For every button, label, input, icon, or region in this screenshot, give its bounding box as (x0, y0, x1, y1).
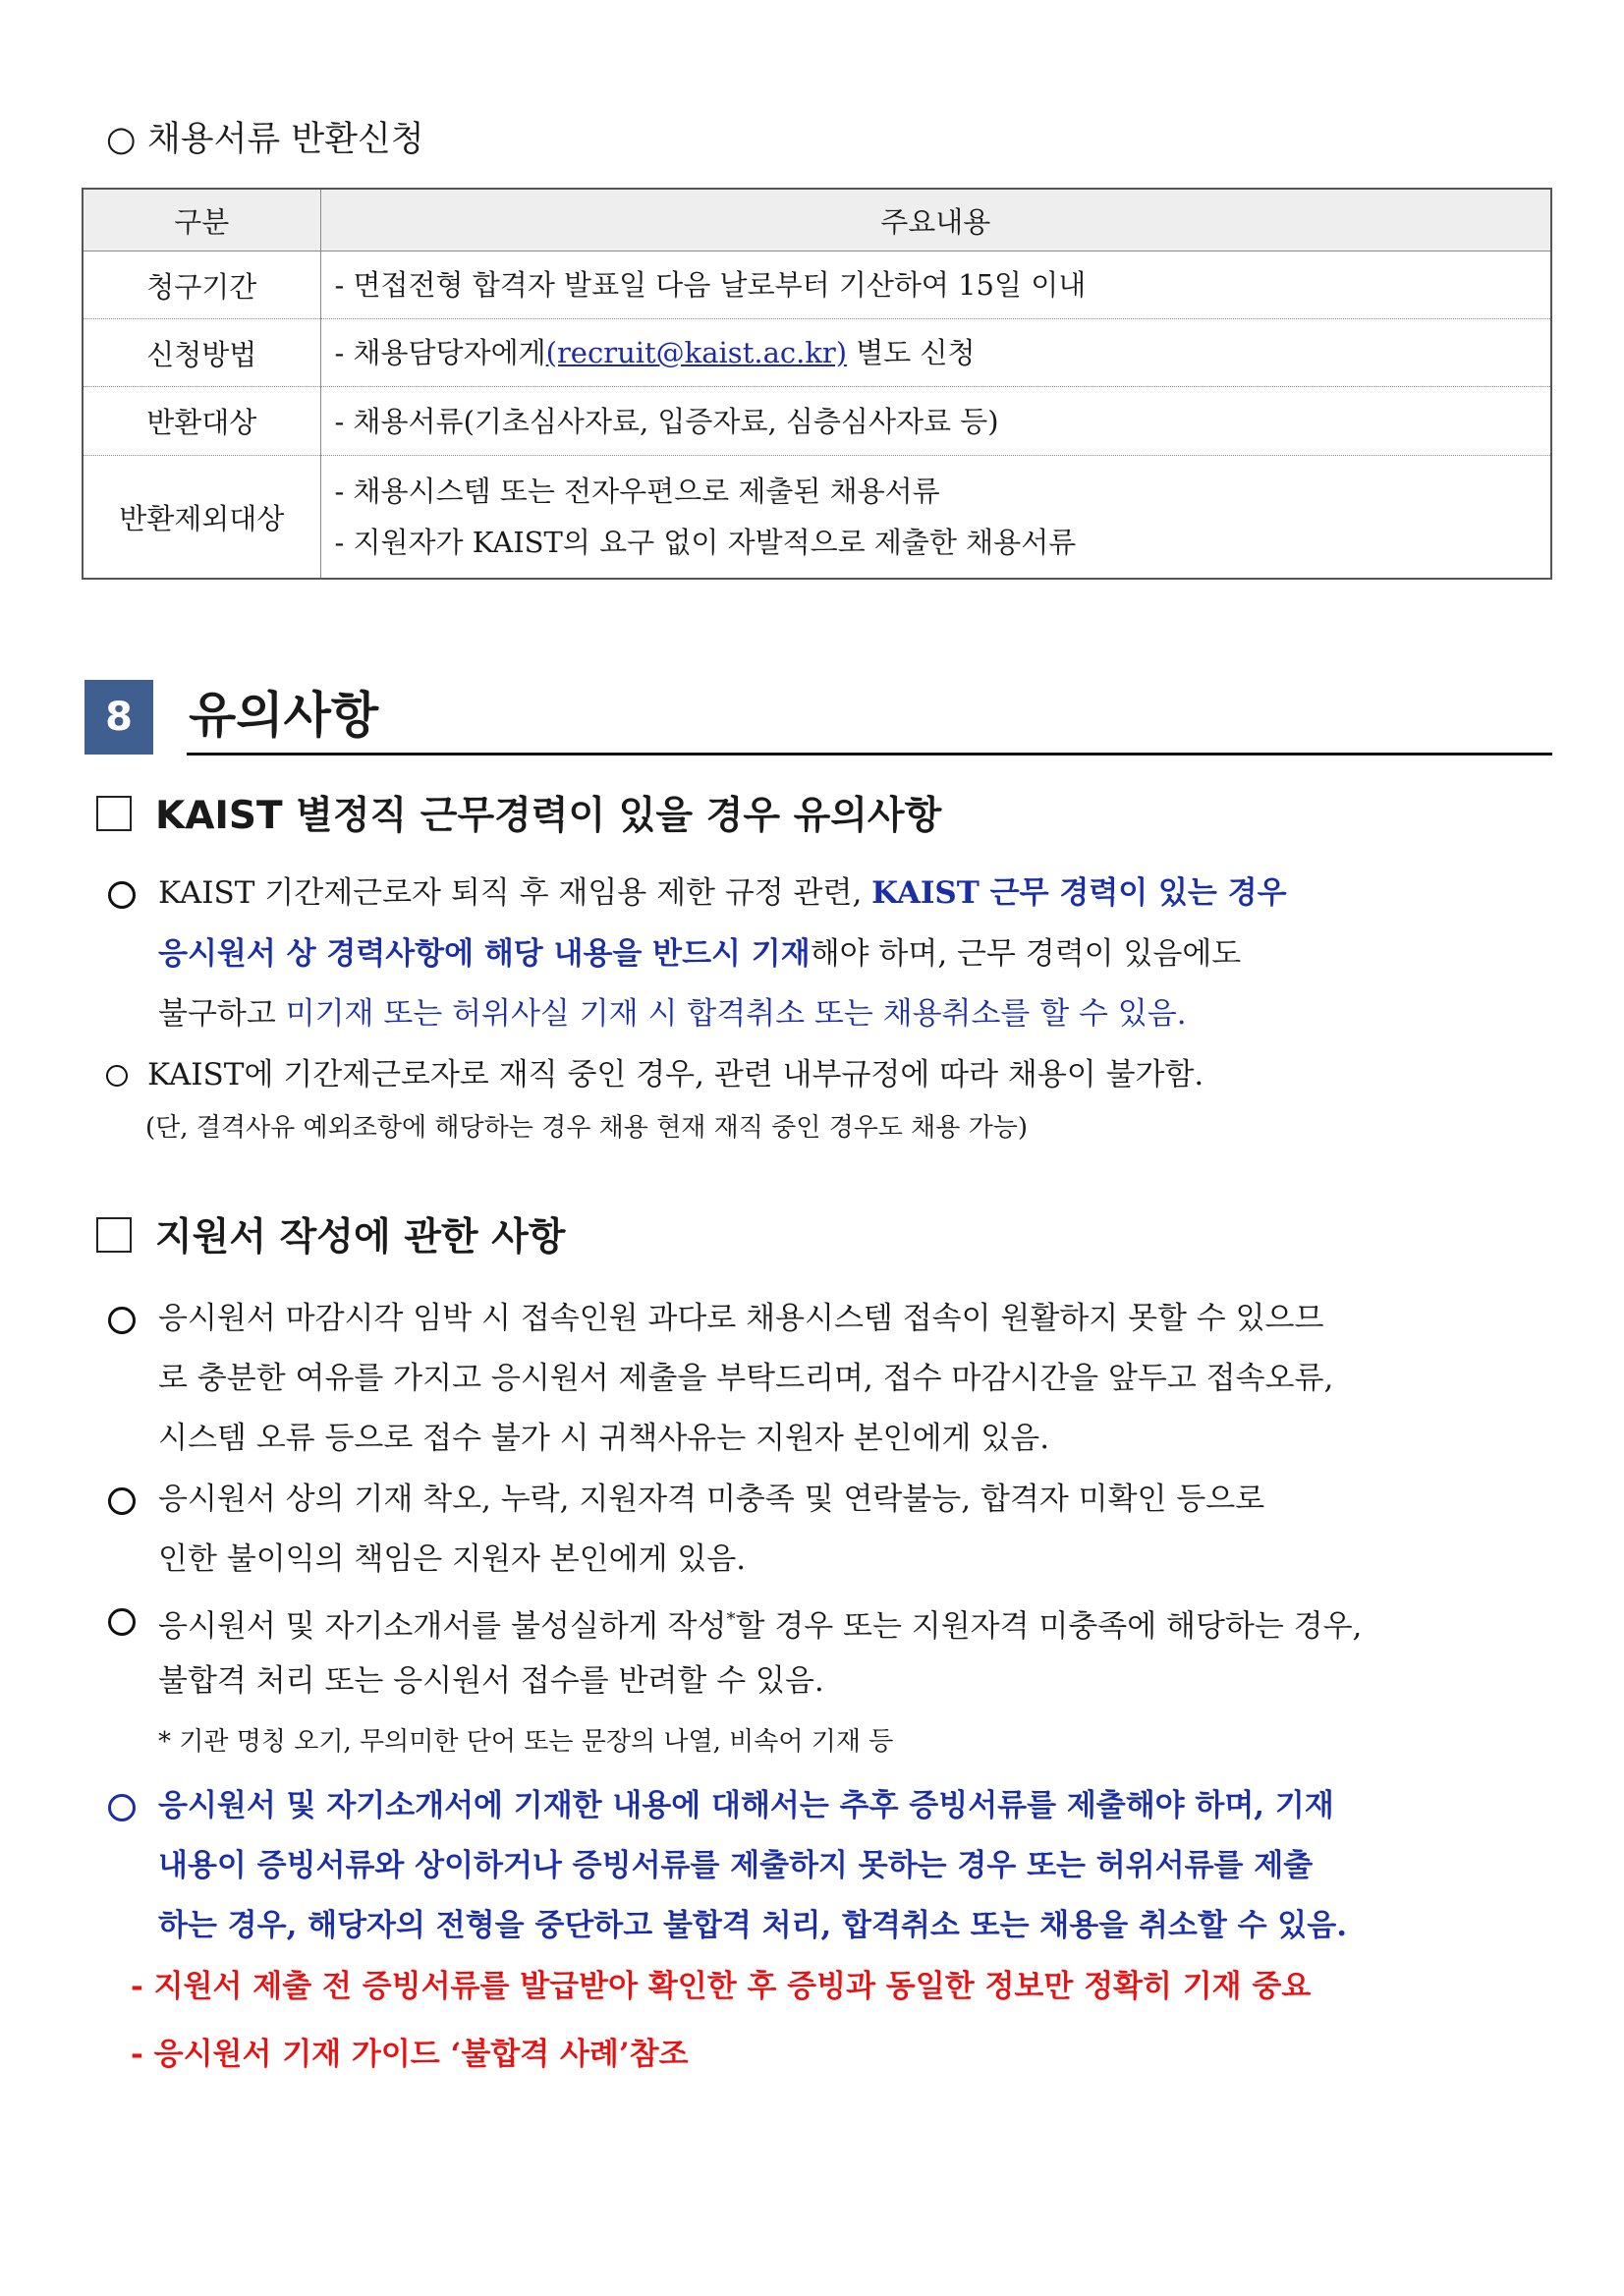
subsection-heading-text: KAIST 별정직 근무경력이 있을 경우 유의사항 (155, 794, 942, 838)
blue-circle-bullet-icon (108, 1794, 136, 1821)
row-content-line: - 채용시스템 또는 전자우편으로 제출된 채용서류 (334, 475, 940, 508)
paragraph-line (158, 863, 1287, 924)
paragraph-line: KAIST에 기간제근로자로 재직 중인 경우, 관련 내부규정에 따라 채용이 불가함. (147, 1057, 1204, 1092)
row-content: - 채용서류(기초심사자료, 입증자료, 심층심사자료 등) (320, 387, 1551, 456)
table-row (83, 387, 1551, 456)
small-circle-bullet-icon (106, 1065, 128, 1087)
text-span: 불구하고 (158, 996, 286, 1032)
header-category: 구분 (83, 189, 320, 252)
paragraph-line (158, 1590, 1362, 1656)
emphasis-line: 하는 경우, 해당자의 전형을 중단하고 불합격 처리, 합격취소 또는 채용을 취소할 수 있음. (158, 1908, 1347, 1943)
checkbox-square-icon (96, 1217, 132, 1253)
table-row (83, 456, 1551, 580)
circle-bullet-icon (108, 1307, 136, 1334)
row-content-line: - 지원자가 KAIST의 요구 없이 자발적으로 제출한 채용서류 (334, 526, 1077, 559)
text-span: KAIST 기간제근로자 퇴직 후 재임용 제한 규정 관련, (158, 875, 872, 911)
table-row (83, 252, 1551, 319)
paragraph-line (158, 983, 1187, 1044)
section-title-rule (187, 753, 1552, 756)
header-content: 주요내용 (320, 189, 1551, 252)
text-span: 응시원서 및 자기소개서를 불성실하게 작성 (158, 1608, 727, 1645)
emphasis-text: 미기재 또는 허위사실 기재 시 합격취소 또는 채용취소를 할 수 있음. (285, 996, 1187, 1032)
footnote-marker: * (726, 1609, 736, 1630)
emphasis-line: 응시원서 및 자기소개서에 기재한 내용에 대해서는 추후 증빙서류를 제출해야 하며, 기재 (158, 1788, 1334, 1823)
paragraph-line: 불합격 처리 또는 응시원서 접수를 반려할 수 있음. (158, 1663, 824, 1699)
circle-bullet-icon (108, 881, 136, 909)
warning-line: - 응시원서 기재 가이드 ‘불합격 사례’참조 (131, 2037, 689, 2072)
return-request-table (82, 188, 1552, 580)
return-request-heading (106, 116, 424, 163)
subsection-heading (96, 1210, 565, 1265)
row-label: 반환대상 (83, 387, 320, 456)
paragraph-line: 로 충분한 여유를 가지고 응시원서 제출을 부탁드리며, 접수 마감시간을 앞두고 접속오류, (158, 1361, 1334, 1396)
table-row (83, 319, 1551, 387)
row-content (320, 319, 1551, 387)
recruit-email-link[interactable]: (recruit@kaist.ac.kr) (545, 336, 848, 369)
text-span: 해야 하며, 근무 경력이 있음에도 (810, 936, 1242, 972)
subsection-heading (96, 789, 941, 844)
subsection-heading-text: 지원서 작성에 관한 사항 (155, 1215, 566, 1260)
paragraph-line (158, 924, 1241, 984)
row-content (320, 456, 1551, 580)
section-title: 유의사항 (189, 687, 379, 744)
section-number-badge: 8 (84, 680, 153, 755)
row-content-prefix: - 채용담당자에게 (334, 336, 546, 369)
paragraph-line: 응시원서 상의 기재 착오, 누락, 지원자격 미충족 및 연락불능, 합격자 미확인 등으로 (158, 1482, 1265, 1517)
circle-bullet-icon: ○ (106, 120, 137, 159)
emphasis-text: 응시원서 상 경력사항에 해당 내용을 반드시 기재 (158, 936, 811, 972)
footnote-line: * 기관 명칭 오기, 무의미한 단어 또는 문장의 나열, 비속어 기재 등 (158, 1727, 894, 1757)
paragraph-line: 인한 불이익의 책임은 지원자 본인에게 있음. (158, 1541, 747, 1577)
row-label: 반환제외대상 (83, 456, 320, 580)
row-label: 청구기간 (83, 252, 320, 319)
emphasis-text: KAIST 근무 경력이 있는 경우 (871, 875, 1287, 911)
return-request-heading-text: 채용서류 반환신청 (147, 120, 424, 159)
warning-line: - 지원서 제출 전 증빙서류를 발급받아 확인한 후 증빙과 동일한 정보만 정확히 기재 중요 (131, 1969, 1312, 2004)
paragraph-line: 시스템 오류 등으로 접수 불가 시 귀책사유는 지원자 본인에게 있음. (158, 1421, 1050, 1456)
text-span: 할 경우 또는 지원자격 미충족에 해당하는 경우, (735, 1608, 1363, 1645)
emphasis-line: 내용이 증빙서류와 상이하거나 증빙서류를 제출하지 못하는 경우 또는 허위서류를 제출 (158, 1848, 1314, 1883)
circle-bullet-icon (108, 1608, 136, 1636)
row-content: - 면접전형 합격자 발표일 다음 날로부터 기산하여 15일 이내 (320, 252, 1551, 319)
paragraph-line: 응시원서 마감시각 임박 시 접속인원 과다로 채용시스템 접속이 원활하지 못할 수 있으므 (158, 1301, 1324, 1336)
note-line: (단, 결격사유 예외조항에 해당하는 경우 채용 현재 재직 중인 경우도 채용 가능) (145, 1113, 1029, 1143)
row-content-suffix: 별도 신청 (847, 336, 976, 369)
row-label: 신청방법 (83, 319, 320, 387)
checkbox-square-icon (96, 796, 132, 831)
table-header-row (83, 189, 1551, 252)
circle-bullet-icon (108, 1487, 136, 1515)
